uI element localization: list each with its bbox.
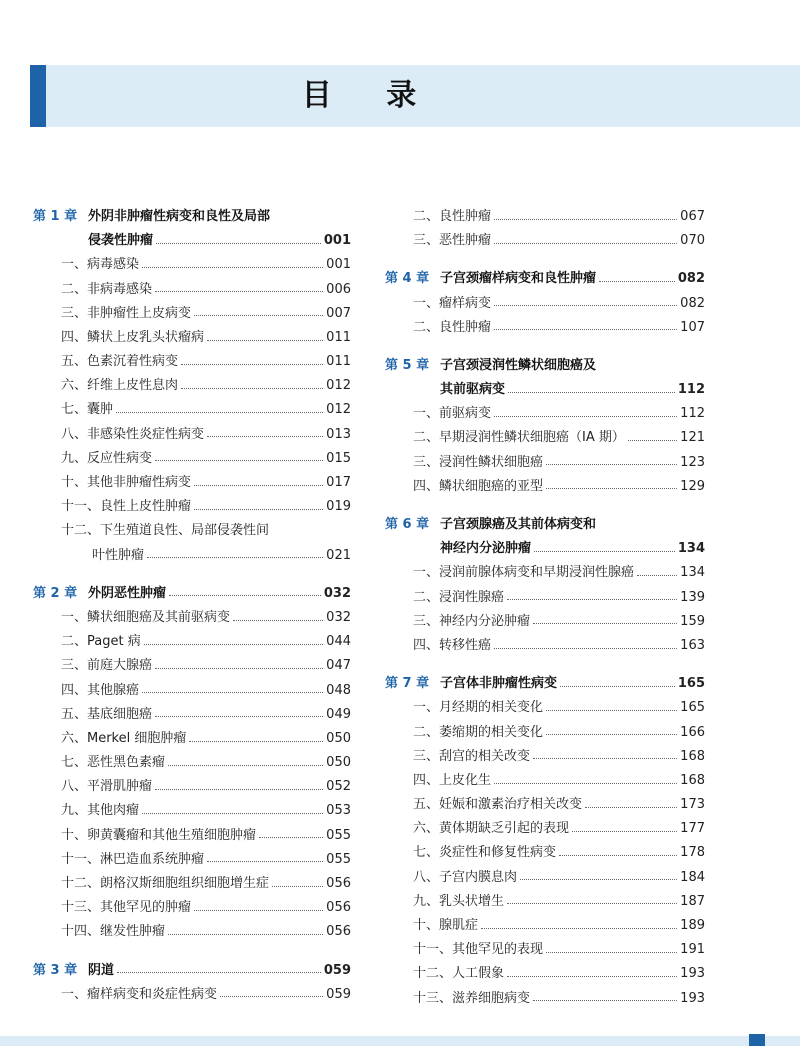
section-page: 011 [326,354,351,370]
section-title: 十三、滋养细胞病变 [413,990,531,1006]
toc-row[interactable] [33,544,351,568]
toc-row[interactable] [33,582,351,606]
section-title: 一、月经期的相关变化 [413,700,544,716]
chapter-title-cont: 侵袭性肿瘤 [88,233,154,249]
section-page: 159 [680,613,705,629]
section-page: 184 [680,869,705,885]
section-title: 八、平滑肌肿瘤 [61,779,153,795]
toc-row[interactable] [33,775,351,799]
section-title: 十一、良性上皮性肿瘤 [61,499,192,515]
section-title: 八、非感染性炎症性病变 [61,426,205,442]
toc-row[interactable] [33,751,351,775]
leader-dots [194,910,323,911]
section-title: 五、妊娠和激素治疗相关改变 [413,797,583,813]
toc-row[interactable] [33,447,351,471]
leader-dots [220,996,323,997]
toc-row[interactable] [385,475,705,499]
toc-row[interactable] [33,253,351,277]
chapter-page: 134 [677,541,705,557]
leader-dots [181,364,323,365]
section-title: 三、非肿瘤性上皮病变 [61,305,192,321]
toc-row[interactable] [385,561,705,585]
section-title: 七、炎症性和修复性病变 [413,845,557,861]
leader-dots [207,861,323,862]
section-title: 三、刮宫的相关改变 [413,748,531,764]
toc-row[interactable] [33,471,351,495]
toc-row[interactable] [385,378,705,402]
chapter-number: 第 2 章 [33,585,78,601]
chapter-page: 112 [677,382,705,398]
leader-dots [142,692,323,693]
leader-dots [546,710,677,711]
leader-dots [494,648,677,649]
chapter-title: 外阴恶性肿瘤 [88,585,167,601]
leader-dots [534,551,675,552]
toc-row[interactable] [385,696,705,720]
section-title: 二、浸润性腺癌 [413,589,505,605]
section-page: 112 [680,406,705,422]
chapter-block [385,267,705,340]
toc-row[interactable] [385,354,705,378]
chapter-title: 阴道 [88,962,115,978]
leader-dots [194,485,323,486]
section-page: 165 [680,700,705,716]
section-title: 十、卵黄囊瘤和其他生殖细胞肿瘤 [61,827,257,843]
section-page: 001 [326,257,351,273]
toc-row[interactable] [33,278,351,302]
section-title: 四、转移性癌 [413,637,492,653]
toc-row[interactable] [385,451,705,475]
toc-row[interactable] [33,326,351,350]
leader-dots [533,623,677,624]
section-page: 070 [680,233,705,249]
chapter-number: 第 7 章 [385,676,430,692]
toc-row[interactable] [385,842,705,866]
leader-dots [572,831,677,832]
section-title: 十二、下生殖道良性、局部侵袭性间 [61,523,270,539]
section-page: 049 [326,706,351,722]
leader-dots [142,813,323,814]
section-title: 五、色素沉着性病变 [61,354,179,370]
leader-dots [494,416,677,417]
toc-row[interactable] [33,374,351,398]
chapter-continued-block [385,205,705,253]
toc-row[interactable] [33,399,351,423]
toc-row[interactable] [385,316,705,340]
section-title: 二、良性肿瘤 [413,319,492,335]
leader-dots [168,934,323,935]
toc-row[interactable] [33,205,351,229]
section-title: 七、囊肿 [61,402,114,418]
toc-row[interactable] [385,938,705,962]
leader-dots [155,668,323,669]
chapter-block [33,582,351,945]
toc-row[interactable] [385,537,705,561]
section-title: 三、神经内分泌肿瘤 [413,613,531,629]
leader-dots [116,412,323,413]
section-page: 047 [326,658,351,674]
toc-row[interactable] [33,302,351,326]
chapter-title-cont: 神经内分泌肿瘤 [440,541,532,557]
toc-row[interactable] [33,679,351,703]
footer-band [0,1036,800,1046]
toc-row[interactable] [385,513,705,537]
section-title: 十三、其他罕见的肿瘤 [61,900,192,916]
section-title: 三、浸润性鳞状细胞癌 [413,454,544,470]
section-title: 六、黄体期缺乏引起的表现 [413,821,570,837]
leader-dots [147,557,323,558]
section-title: 三、恶性肿瘤 [413,233,492,249]
section-title: 二、萎缩期的相关变化 [413,724,544,740]
section-title: 一、瘤样病变 [413,295,492,311]
section-title: 四、鳞状细胞癌的亚型 [413,478,544,494]
toc-row[interactable] [385,866,705,890]
section-page: 055 [326,851,351,867]
section-page: 021 [326,547,351,563]
leader-dots [560,686,675,687]
section-page: 053 [326,803,351,819]
section-title: 十二、朗格汉斯细胞组织细胞增生症 [61,876,270,892]
section-title: 十四、继发性肿瘤 [61,924,166,940]
section-page: 048 [326,682,351,698]
chapter-page: 001 [323,233,351,249]
leader-dots [494,329,677,330]
chapter-page: 082 [677,271,705,287]
chapter-title: 子宫颈腺癌及其前体病变和 [440,517,597,533]
leader-dots [481,928,677,929]
section-title: 九、反应性病变 [61,450,153,466]
chapter-page: 165 [677,676,705,692]
toc-row[interactable] [33,727,351,751]
leader-dots [207,340,323,341]
section-title: 八、子宫内膜息肉 [413,869,518,885]
chapter-page: 059 [323,962,351,978]
toc-row[interactable] [33,920,351,944]
toc-row[interactable] [385,267,705,291]
toc-row[interactable] [385,745,705,769]
section-title: 十二、人工假象 [413,966,505,982]
toc-row[interactable] [385,721,705,745]
toc-row[interactable] [385,205,705,229]
leader-dots [628,440,677,441]
section-title: 二、良性肿瘤 [413,208,492,224]
section-title: 九、其他肉瘤 [61,803,140,819]
chapter-title-cont: 其前驱病变 [440,382,506,398]
section-page: 123 [680,454,705,470]
toc-row[interactable] [385,610,705,634]
section-page: 012 [326,378,351,394]
chapter-number: 第 3 章 [33,962,78,978]
toc-row[interactable] [385,793,705,817]
section-page: 134 [680,565,705,581]
section-title: 二、早期浸润性鳞状细胞癌（ⅠA 期） [413,430,625,446]
leader-dots [169,595,321,596]
page-title: 目 录 [301,78,439,113]
section-page: 121 [680,430,705,446]
section-title: 六、Merkel 细胞肿瘤 [61,730,187,746]
section-page: 139 [680,589,705,605]
leader-dots [194,509,323,510]
leader-dots [155,716,323,717]
section-title: 七、恶性黑色素瘤 [61,755,166,771]
section-page: 006 [326,281,351,297]
section-page: 032 [326,609,351,625]
section-page: 017 [326,475,351,491]
section-title: 四、鳞状上皮乳头状瘤病 [61,329,205,345]
leader-dots [168,765,323,766]
leader-dots [189,741,323,742]
leader-dots [117,972,321,973]
leader-dots [494,305,677,306]
leader-dots [559,855,677,856]
leader-dots [494,783,677,784]
leader-dots [181,388,323,389]
toc-row[interactable] [33,703,351,727]
leader-dots [533,1000,677,1001]
toc-row[interactable] [385,890,705,914]
section-page: 055 [326,827,351,843]
section-title: 一、前驱病变 [413,406,492,422]
chapter-number: 第 6 章 [385,517,430,533]
section-page: 168 [680,748,705,764]
section-title: 一、病毒感染 [61,257,140,273]
section-page: 044 [326,634,351,650]
section-page: 013 [326,426,351,442]
toc-row[interactable] [385,229,705,253]
leader-dots [507,599,677,600]
section-title: 十一、其他罕见的表现 [413,942,544,958]
chapter-block [385,513,705,658]
leader-dots [520,879,677,880]
chapter-title: 外阴非肿瘤性病变和良性及局部 [88,208,271,224]
leader-dots [207,436,323,437]
chapter-block [385,672,705,1011]
section-title: 四、上皮化生 [413,772,492,788]
section-page: 059 [326,986,351,1002]
section-page: 082 [680,295,705,311]
leader-dots [508,392,675,393]
section-page: 178 [680,845,705,861]
leader-dots [546,464,677,465]
leader-dots [155,291,323,292]
toc-row[interactable] [33,872,351,896]
leader-dots [144,644,323,645]
section-page: 050 [326,755,351,771]
section-title: 一、浸润前腺体病变和早期浸润性腺癌 [413,565,635,581]
toc-row[interactable] [33,630,351,654]
toc-row[interactable] [385,402,705,426]
section-page: 012 [326,402,351,418]
section-title: 一、瘤样病变和炎症性病变 [61,986,218,1002]
toc-row[interactable] [33,959,351,983]
leader-dots [599,281,675,282]
toc-row[interactable] [33,606,351,630]
section-page: 007 [326,305,351,321]
toc-row[interactable] [385,427,705,451]
section-title-cont: 叶性肿瘤 [92,547,145,563]
section-title: 二、非病毒感染 [61,281,153,297]
toc-row[interactable] [33,495,351,519]
section-page: 166 [680,724,705,740]
leader-dots [494,243,677,244]
toc-row[interactable] [385,586,705,610]
footer-accent-mark [749,1034,765,1046]
leader-dots [156,243,321,244]
toc-row[interactable] [33,896,351,920]
toc-row[interactable] [385,817,705,841]
leader-dots [155,789,323,790]
chapter-page: 032 [323,585,351,601]
section-title: 十、其他非肿瘤性病变 [61,475,192,491]
chapter-number: 第 4 章 [385,271,430,287]
toc-row[interactable] [385,914,705,938]
section-page: 193 [680,990,705,1006]
section-page: 067 [680,208,705,224]
toc-row[interactable] [33,423,351,447]
toc-row[interactable] [33,983,351,1007]
leader-dots [546,734,677,735]
leader-dots [259,837,323,838]
section-page: 011 [326,329,351,345]
section-page: 189 [680,918,705,934]
toc-row[interactable] [33,229,351,253]
leader-dots [155,460,323,461]
section-page: 019 [326,499,351,515]
section-page: 050 [326,730,351,746]
toc-row[interactable] [33,824,351,848]
leader-dots [546,488,677,489]
chapter-title: 子宫颈瘤样病变和良性肿瘤 [440,271,597,287]
section-page: 107 [680,319,705,335]
leader-dots [142,267,323,268]
section-page: 173 [680,797,705,813]
chapter-block [33,959,351,1007]
section-page: 168 [680,772,705,788]
leader-dots [194,315,323,316]
toc-right-column [385,205,705,1017]
section-page: 052 [326,779,351,795]
toc-row[interactable] [33,654,351,678]
chapter-title: 子宫体非肿瘤性病变 [440,676,558,692]
chapter-number: 第 1 章 [33,208,78,224]
leader-dots [637,575,677,576]
leader-dots [494,219,677,220]
section-title: 十一、淋巴造血系统肿瘤 [61,851,205,867]
toc-row[interactable] [385,634,705,658]
section-page: 056 [326,924,351,940]
leader-dots [533,758,677,759]
section-page: 163 [680,637,705,653]
section-page: 191 [680,942,705,958]
toc-row[interactable] [33,800,351,824]
toc-row[interactable] [385,292,705,316]
chapter-number: 第 5 章 [385,357,430,373]
chapter-title: 子宫颈浸润性鳞状细胞癌及 [440,357,597,373]
section-title: 一、鳞状细胞癌及其前驱病变 [61,609,231,625]
toc-left-column [33,205,351,1013]
section-page: 015 [326,450,351,466]
chapter-block [385,354,705,499]
section-page: 056 [326,900,351,916]
section-title: 十、腺肌症 [413,918,479,934]
leader-dots [507,903,677,904]
section-title: 二、Paget 病 [61,634,141,650]
leader-dots [546,952,677,953]
toc-row[interactable] [385,769,705,793]
section-page: 056 [326,876,351,892]
section-title: 九、乳头状增生 [413,893,505,909]
section-page: 193 [680,966,705,982]
leader-dots [507,976,677,977]
section-title: 四、其他腺癌 [61,682,140,698]
section-page: 129 [680,478,705,494]
leader-dots [272,886,323,887]
toc-row[interactable] [33,519,351,543]
section-title: 三、前庭大腺癌 [61,658,153,674]
section-page: 187 [680,893,705,909]
toc-row[interactable] [385,672,705,696]
section-title: 五、基底细胞癌 [61,706,153,722]
leader-dots [585,807,677,808]
chapter-block [33,205,351,568]
section-page: 177 [680,821,705,837]
toc-row[interactable] [385,962,705,986]
toc-row[interactable] [33,350,351,374]
leader-dots [233,620,323,621]
toc-row[interactable] [33,848,351,872]
toc-row[interactable] [385,987,705,1011]
section-title: 六、纤维上皮性息肉 [61,378,179,394]
